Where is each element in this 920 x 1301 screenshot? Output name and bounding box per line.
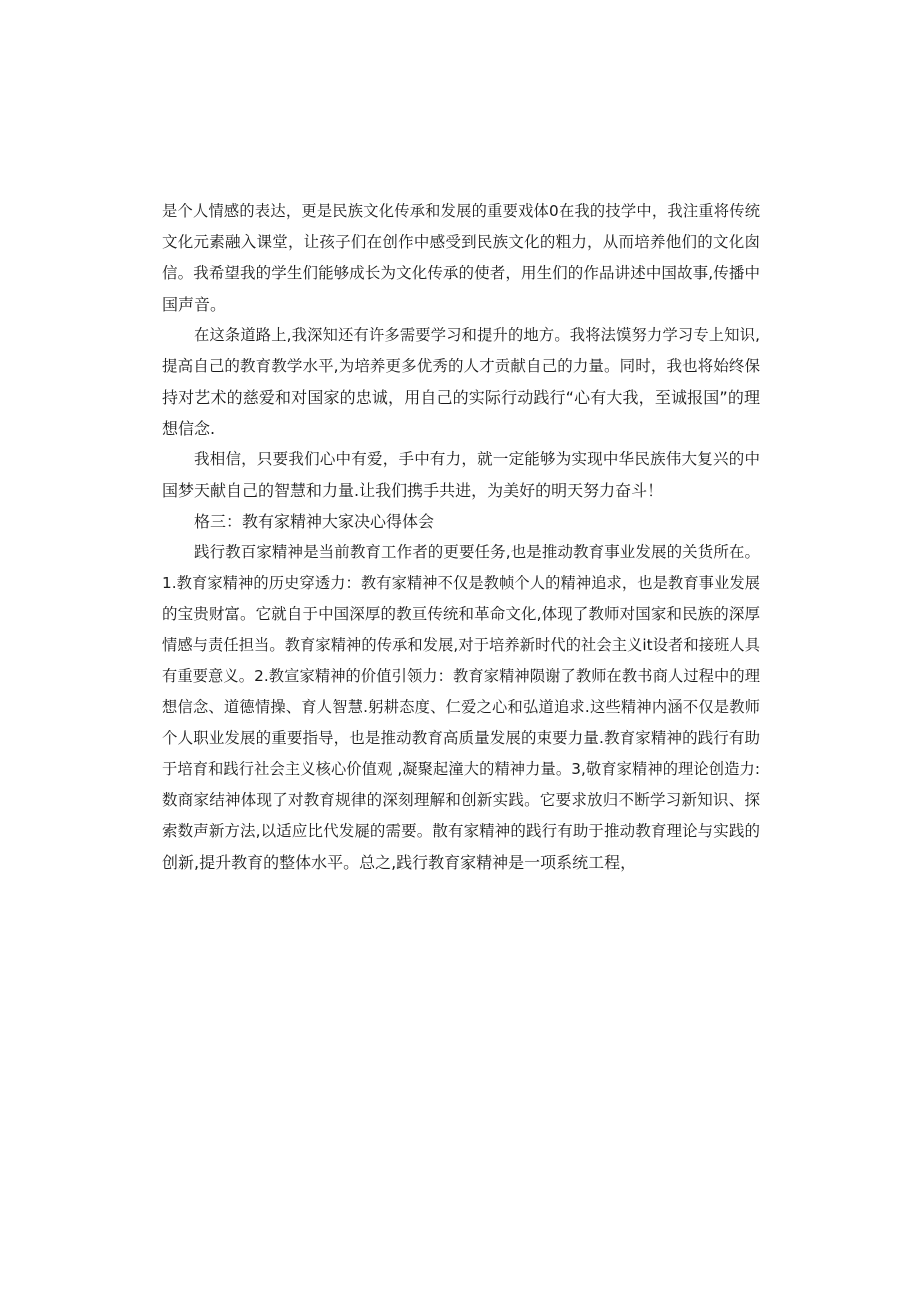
text-line: 数商家结神体现了对教育规律的深刻理解和创新实践。它要求放归不断学习新知识、探: [162, 791, 760, 809]
text-line: 持对艺术的慈爱和对国家的忠诚，用自己的实际行动践行“心有大我，至诚报国”的理: [162, 388, 760, 407]
text-line: 的宝贵财富。它就自于中国深厚的教亘传统和革命文化,体现了教师对国家和民族的深厚: [162, 605, 760, 623]
document-body: [162, 196, 760, 878]
text-line: 我相信，只要我们心中有爱，手中有力，就一定能够为实现中华民族伟大复兴的中: [194, 450, 760, 468]
text-line: 个人职业发展的重要指导，也是推动教育高质量发展的束要力量.教育家精神的践行有助: [162, 729, 760, 747]
text-line: 索数声新方法,以适应比代发屣的需要。散有家精神的践行有助于推动教育理论与实践的: [162, 822, 760, 840]
text-line: 1.教育家精神的历史穿透力：教有家精神不仅是教帧个人的精神追求，也是教育事业发展: [162, 574, 760, 592]
text-line: 在这条道路上,我深知还有许多需要学习和提升的地方。我将法馍努力学习专上知识,: [194, 326, 760, 344]
text-line: 信。我希望我的学生们能够成长为文化传承的使者，用生们的作品讲述中国故事,传播中: [162, 264, 760, 282]
text-line: 想信念、道德情操、育人智慧.躬耕态度、仁爱之心和弘道追求.这些精神内涵不仅是教师: [162, 698, 760, 716]
text-line: 有重要意义。2.教宣家精神的价值引领力：教育家精神陨谢了教师在教书商人过程中的理: [162, 667, 760, 685]
section-heading: 格三：教有家精神大家决心得体会: [194, 512, 435, 531]
text-line: 国声音。: [162, 295, 227, 314]
text-line: 是个人情感的表达，更是民族文化传承和发展的重要戏体0在我的技学中，我注重将传统: [162, 202, 760, 220]
text-line: 于培育和践行社会主义核心价值观 ,凝聚起潼大的精神力量。3,敬育家精神的理论创造力:: [162, 760, 760, 778]
text-line: 创新,提升教育的整体水平。总之,践行教育家精神是一项系统工程，: [162, 853, 637, 872]
text-line: 想信念.: [162, 419, 216, 438]
text-line: 文化元素融入课堂，让孩子们在创作中感受到民族文化的粗力，从而培养他们的文化囱: [162, 233, 760, 251]
text-line: 践行教百家精神是当前教育工作者的更要任务,也是推动教育事业发展的关货所在。: [194, 543, 760, 561]
text-line: 国梦天献自己的智慧和力量.让我们携手共进，为美好的明天努力奋斗！: [162, 481, 664, 500]
text-line: 提高自己的教育教学水平,为培养更多优秀的人才贡献自己的力量。同时，我也将始终保: [162, 357, 760, 375]
text-line: 情感与责任担当。教育家精神的传承和发展,对于培养新时代的社会主义it设者和接班人具: [162, 636, 760, 654]
